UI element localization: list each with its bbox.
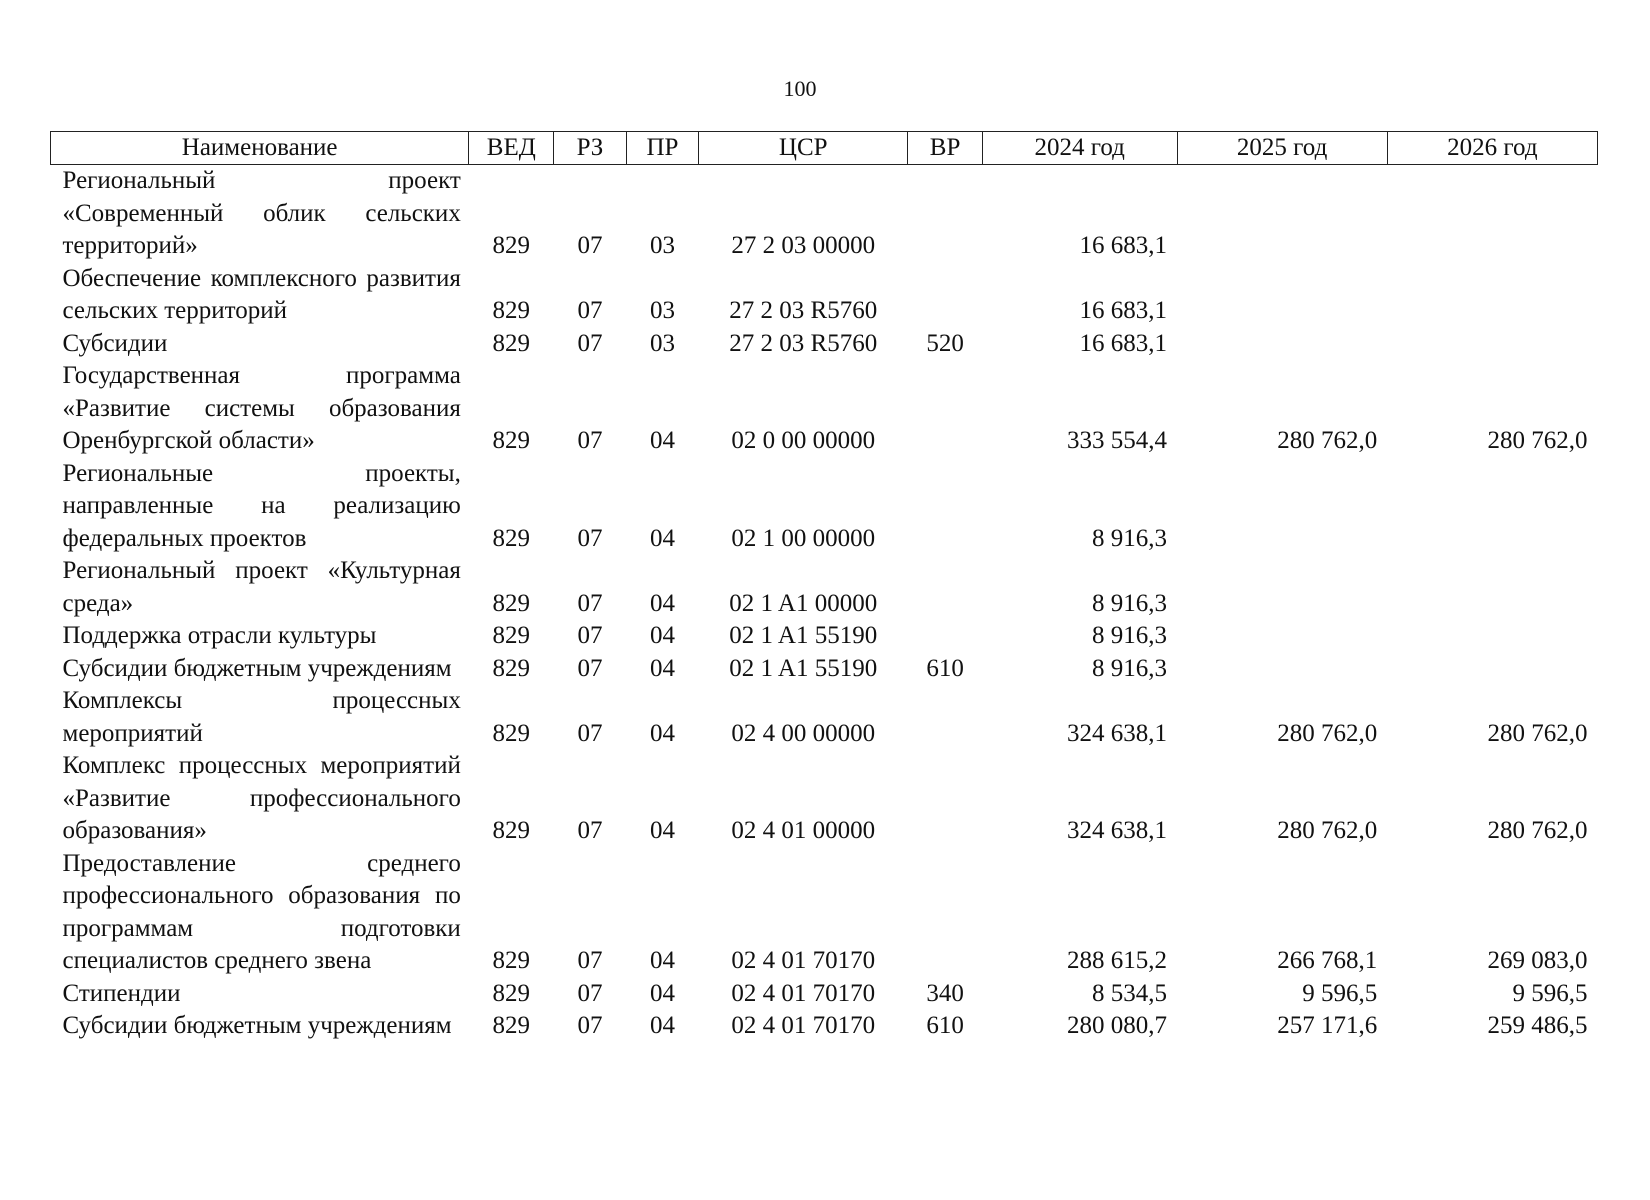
row-ved: 829 <box>492 979 531 1007</box>
row-csr: 02 4 01 70170 <box>731 1012 876 1039</box>
row-ved: 829 <box>492 622 531 649</box>
header-name: Наименование <box>51 132 469 165</box>
row-pr: 04 <box>649 622 675 649</box>
row-csr: 02 4 01 00000 <box>731 817 876 844</box>
table-row <box>51 620 1598 653</box>
row-ved: 829 <box>492 654 531 682</box>
row-2025 <box>1177 458 1387 556</box>
row-pr: 04 <box>649 719 675 747</box>
row-2024: 16 683,1 <box>1079 329 1168 357</box>
row-csr: 02 4 01 70170 <box>731 979 876 1007</box>
row-pr: 04 <box>649 947 675 974</box>
row-name: Субсидии <box>62 329 168 357</box>
table-row <box>51 458 1598 556</box>
row-ved: 829 <box>492 524 531 552</box>
row-vr <box>908 685 983 750</box>
row-rz: 07 <box>577 524 603 552</box>
row-2025: 280 762,0 <box>1277 817 1378 844</box>
row-2025 <box>1177 653 1387 686</box>
row-csr: 02 1 A1 55190 <box>729 654 878 682</box>
row-vr <box>908 620 983 653</box>
row-2024: 333 554,4 <box>1067 427 1168 454</box>
row-rz: 07 <box>577 654 603 682</box>
row-csr: 27 2 03 00000 <box>731 232 876 259</box>
row-name: Региональный проект «Культурная среда» <box>62 557 461 617</box>
row-pr: 04 <box>649 524 675 552</box>
row-name: Субсидии бюджетным учреждениям <box>62 654 452 682</box>
row-2024: 8 916,3 <box>1092 622 1168 649</box>
row-2026 <box>1387 458 1597 556</box>
row-2026: 280 762,0 <box>1487 719 1588 747</box>
row-ved: 829 <box>492 329 531 357</box>
row-2024: 16 683,1 <box>1079 232 1168 259</box>
row-2024: 8 916,3 <box>1092 589 1168 617</box>
budget-table <box>50 131 1598 1043</box>
row-2026: 259 486,5 <box>1487 1012 1588 1039</box>
row-2026: 280 762,0 <box>1487 427 1588 454</box>
row-name: Субсидии бюджетным учреждениям <box>62 1012 452 1039</box>
row-vr <box>908 458 983 556</box>
row-ved: 829 <box>492 297 531 324</box>
row-2024: 288 615,2 <box>1067 947 1168 974</box>
row-ved: 829 <box>492 1012 531 1039</box>
row-2026 <box>1387 620 1597 653</box>
row-rz: 07 <box>577 1012 603 1039</box>
row-2025 <box>1177 328 1387 361</box>
row-2026 <box>1387 165 1597 263</box>
row-2024: 324 638,1 <box>1067 719 1168 747</box>
row-ved: 829 <box>492 232 531 259</box>
row-vr <box>908 360 983 458</box>
table-row <box>51 848 1598 978</box>
row-csr: 02 1 00 00000 <box>731 524 876 552</box>
row-ved: 829 <box>492 589 531 617</box>
row-csr: 02 1 A1 55190 <box>729 622 878 649</box>
row-ved: 829 <box>492 427 531 454</box>
row-2024: 16 683,1 <box>1079 297 1168 324</box>
row-name: Региональные проекты, направленные на реализацию федеральных проектов <box>62 459 461 552</box>
row-2025 <box>1177 263 1387 328</box>
row-2026 <box>1387 653 1597 686</box>
row-2026 <box>1387 263 1597 328</box>
row-rz: 07 <box>577 817 603 844</box>
row-pr: 04 <box>649 589 675 617</box>
row-pr: 04 <box>649 1012 675 1039</box>
row-rz: 07 <box>577 622 603 649</box>
row-ved: 829 <box>492 719 531 747</box>
row-vr: 610 <box>926 1012 964 1039</box>
row-vr: 520 <box>926 329 964 357</box>
row-rz: 07 <box>577 947 603 974</box>
table-row <box>51 165 1598 263</box>
row-vr <box>908 750 983 848</box>
table-body <box>51 165 1598 1043</box>
row-pr: 03 <box>649 297 675 324</box>
row-vr <box>908 555 983 620</box>
row-name: Государственная программа «Развитие системы образования Оренбургской области» <box>62 362 461 454</box>
row-pr: 04 <box>649 427 675 454</box>
row-name: Региональный проект «Современный облик сельских территорий» <box>62 167 461 259</box>
header-vr: ВР <box>908 132 983 165</box>
row-vr: 610 <box>926 654 964 682</box>
row-vr: 340 <box>926 979 964 1007</box>
row-rz: 07 <box>577 427 603 454</box>
row-2025: 280 762,0 <box>1277 719 1378 747</box>
row-2026: 9 596,5 <box>1512 979 1588 1007</box>
header-pr: ПР <box>626 132 698 165</box>
table-row <box>51 978 1598 1011</box>
row-csr: 02 1 A1 00000 <box>729 589 878 617</box>
row-name: Поддержка отрасли культуры <box>62 622 377 649</box>
row-csr: 27 2 03 R5760 <box>729 329 878 357</box>
row-rz: 07 <box>577 589 603 617</box>
row-pr: 03 <box>649 232 675 259</box>
row-name: Предоставление среднего профессионального образования по программам подготовки специалистов среднего звена <box>62 849 461 974</box>
row-2025: 280 762,0 <box>1277 427 1378 454</box>
row-csr: 02 4 01 70170 <box>731 947 876 974</box>
row-pr: 04 <box>649 979 675 1007</box>
row-2025 <box>1177 620 1387 653</box>
row-ved: 829 <box>492 817 531 844</box>
row-2024: 8 916,3 <box>1092 654 1168 682</box>
row-rz: 07 <box>577 232 603 259</box>
row-2024: 8 534,5 <box>1092 979 1168 1007</box>
row-2025: 9 596,5 <box>1302 979 1378 1007</box>
row-ved: 829 <box>492 947 531 974</box>
table-row <box>51 685 1598 750</box>
row-2024: 280 080,7 <box>1067 1012 1168 1039</box>
page-number: 100 <box>783 76 817 101</box>
header-csr: ЦСР <box>699 132 908 165</box>
header-2026: 2026 год <box>1387 132 1597 165</box>
row-rz: 07 <box>577 329 603 357</box>
row-2025 <box>1177 165 1387 263</box>
header-ved: ВЕД <box>469 132 554 165</box>
header-2025: 2025 год <box>1177 132 1387 165</box>
header-2024: 2024 год <box>982 132 1177 165</box>
row-pr: 04 <box>649 654 675 682</box>
row-2025: 266 768,1 <box>1277 947 1378 974</box>
row-2025 <box>1177 555 1387 620</box>
row-rz: 07 <box>577 719 603 747</box>
row-rz: 07 <box>577 297 603 324</box>
row-2026: 269 083,0 <box>1487 947 1588 974</box>
row-csr: 02 0 00 00000 <box>731 427 876 454</box>
row-2025: 257 171,6 <box>1277 1012 1378 1039</box>
row-vr <box>908 263 983 328</box>
table-row <box>51 555 1598 620</box>
table-header-row <box>51 132 1598 165</box>
row-vr <box>908 848 983 978</box>
row-name: Обеспечение комплексного развития сельских территорий <box>62 264 461 324</box>
row-csr: 27 2 03 R5760 <box>729 297 878 324</box>
row-rz: 07 <box>577 979 603 1007</box>
header-rz: РЗ <box>554 132 626 165</box>
row-2024: 8 916,3 <box>1092 524 1168 552</box>
row-name: Комплекс процессных мероприятий «Развитие профессионального образования» <box>62 752 461 844</box>
row-pr: 04 <box>649 817 675 844</box>
row-vr <box>908 165 983 263</box>
row-2024: 324 638,1 <box>1067 817 1168 844</box>
row-2026 <box>1387 328 1597 361</box>
table-row <box>51 263 1598 328</box>
row-csr: 02 4 00 00000 <box>731 719 876 747</box>
table-row <box>51 1010 1598 1043</box>
row-name: Стипендии <box>62 979 181 1007</box>
row-name: Комплексы процессных мероприятий <box>62 687 461 747</box>
row-pr: 03 <box>649 329 675 357</box>
table-row <box>51 653 1598 686</box>
row-2026: 280 762,0 <box>1487 817 1588 844</box>
table-row <box>51 328 1598 361</box>
table-row <box>51 750 1598 848</box>
table-row <box>51 360 1598 458</box>
row-2026 <box>1387 555 1597 620</box>
